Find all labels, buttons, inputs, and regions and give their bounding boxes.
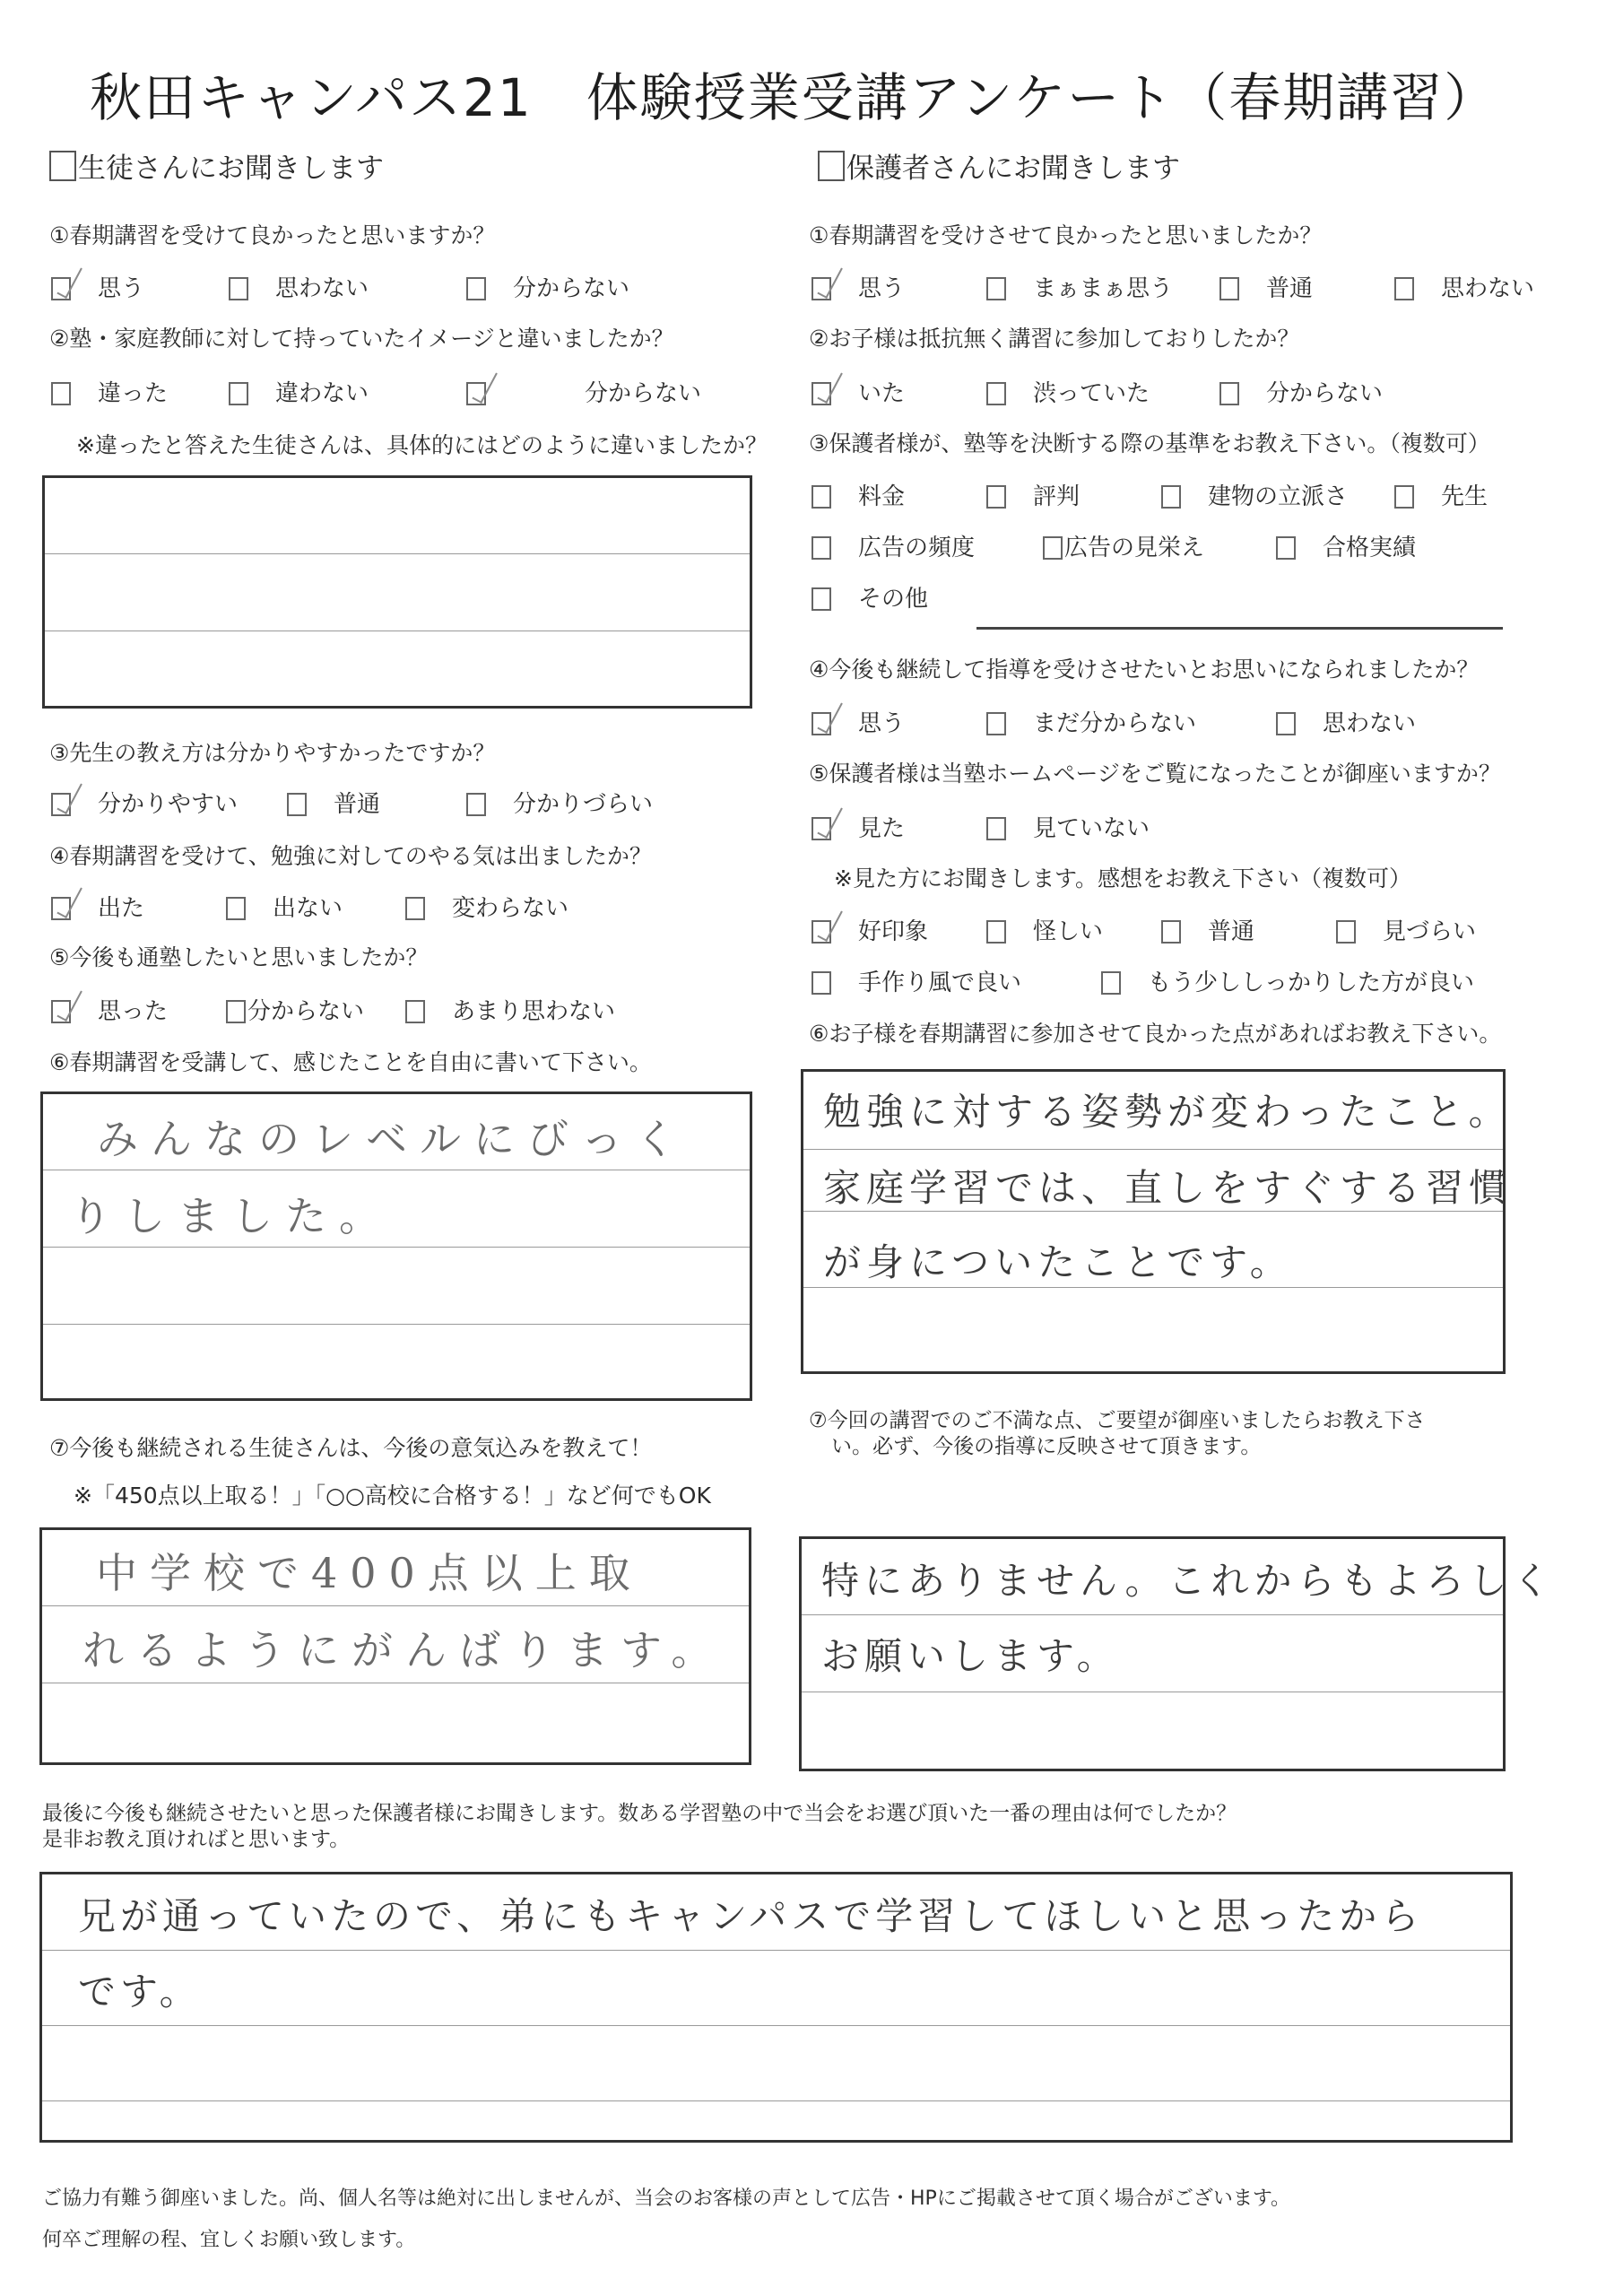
- parent-q1-option[interactable]: [986, 270, 1173, 303]
- parent-q1-option[interactable]: [1219, 270, 1313, 303]
- student-q1-option[interactable]: [229, 270, 369, 303]
- handwritten-answer-line: 特にありません。これからもよろしく: [821, 1559, 1556, 1603]
- parent-q3-option[interactable]: [812, 529, 975, 562]
- parent-q4-option[interactable]: [986, 705, 1196, 738]
- student-q6-answer-box[interactable]: [40, 1091, 752, 1401]
- ruled-line: [42, 1950, 1510, 1951]
- student-q5-option[interactable]: [405, 993, 615, 1026]
- student-q4-option[interactable]: [51, 890, 144, 923]
- option-label: 違った: [98, 380, 169, 407]
- option-label: 出た: [98, 895, 145, 922]
- option-label: 怪しい: [1033, 918, 1104, 945]
- parent-q4-text: ④今後も継続して指導を受けさせたいとお思いになられましたか？: [809, 657, 1480, 683]
- checkbox[interactable]: [1276, 536, 1296, 560]
- checkbox[interactable]: [1161, 920, 1181, 944]
- handwritten-answer-line: 中学校で400点以上取: [96, 1549, 643, 1597]
- option-label: 思わない: [1441, 275, 1535, 302]
- student-q6-text: ⑥春期講習を受講して、感じたことを自由に書いて下さい。: [49, 1049, 652, 1075]
- parent-q3-option[interactable]: [812, 478, 905, 511]
- checkbox[interactable]: [986, 277, 1006, 300]
- parent-q5-text: ⑤保護者様は当塾ホームページをご覧になったことが御座いますか？: [809, 761, 1501, 787]
- parent-q6-text: ⑥お子様を春期講習に参加させて良かった点があればお教え下さい。: [809, 1021, 1502, 1047]
- checkbox[interactable]: [229, 382, 248, 405]
- parent-q2-option[interactable]: [812, 375, 905, 408]
- option-label: 手作り風で良い: [858, 970, 1022, 996]
- parent-q1-text: ①春期講習を受けさせて良かったと思いましたか？: [809, 222, 1323, 248]
- ruled-line: [43, 1324, 750, 1325]
- checkbox[interactable]: [51, 793, 71, 816]
- checkbox[interactable]: [226, 897, 246, 920]
- option-label: まだ分からない: [1033, 710, 1197, 737]
- parent-q5-impression[interactable]: [1161, 913, 1254, 946]
- option-label: 思う: [98, 275, 145, 302]
- option-label: あまり思わない: [452, 998, 616, 1025]
- checkbox[interactable]: [986, 382, 1006, 405]
- handwritten-answer-line: です。: [78, 1970, 202, 2013]
- option-label: 広告の見栄え: [1064, 535, 1205, 561]
- handwritten-answer-line: が身についたことです。: [823, 1240, 1293, 1284]
- student-q2-text: ②塾・家庭教師に対して持っていたイメージと違いましたか？: [49, 326, 674, 352]
- handwritten-answer-line: 家庭学習では、直しをすぐする習慣: [823, 1166, 1513, 1210]
- footer-line1: ご協力有難う御座いました。尚、個人名等は絶対に出しませんが、当会のお客様の声として広告・HPにご掲載させて頂く場合がございます。: [42, 2187, 1291, 2210]
- option-label: 思った: [98, 998, 169, 1025]
- checkbox[interactable]: [466, 382, 486, 405]
- checkbox[interactable]: [812, 382, 831, 405]
- student-q3-text: ③先生の教え方は分かりやすかったですか？: [49, 740, 496, 766]
- option-label: 見づらい: [1383, 918, 1477, 945]
- checkbox[interactable]: [51, 1000, 71, 1023]
- checkbox[interactable]: [405, 897, 425, 920]
- parent-q2-option[interactable]: [986, 375, 1150, 408]
- parent-q7-text-line2: い。必ず、今後の指導に反映させて頂きます。: [831, 1435, 1262, 1458]
- section-checkbox[interactable]: [818, 151, 845, 181]
- option-label: 分からない: [585, 380, 702, 407]
- checkbox[interactable]: [986, 817, 1006, 840]
- ruled-line: [43, 1247, 750, 1248]
- handwritten-answer-line: お願いします。: [821, 1634, 1120, 1678]
- student-section-title: 生徒さんにお聞きします: [78, 152, 384, 185]
- parent-q5-impression[interactable]: [812, 964, 1021, 997]
- checkbox[interactable]: [1276, 712, 1296, 735]
- parent-q3-option[interactable]: [1043, 529, 1204, 562]
- student-q1-option[interactable]: [466, 270, 629, 303]
- option-label: その他: [858, 586, 929, 613]
- student-q7-text: ⑦今後も継続される生徒さんは、今後の意気込みを教えて！: [49, 1435, 653, 1461]
- ruled-line: [42, 2100, 1510, 2101]
- option-label: 分からない: [247, 998, 365, 1025]
- parent-q5-impression[interactable]: [1101, 964, 1474, 997]
- checkbox[interactable]: [1043, 536, 1063, 560]
- parent-q4-option[interactable]: [1276, 705, 1416, 738]
- option-label: 分かりづらい: [513, 791, 654, 818]
- option-label: 広告の頻度: [858, 535, 976, 561]
- parent-q5-impression[interactable]: [986, 913, 1103, 946]
- parent-section-title: 保護者さんにお聞きします: [846, 152, 1180, 185]
- checkbox[interactable]: [986, 712, 1006, 735]
- checkbox[interactable]: [226, 1000, 246, 1023]
- parent-q2-option[interactable]: [1219, 375, 1383, 408]
- checkbox[interactable]: [812, 817, 831, 840]
- student-q2-option[interactable]: [51, 375, 168, 408]
- checkbox[interactable]: [405, 1000, 425, 1023]
- ruled-line: [45, 553, 750, 554]
- checkbox[interactable]: [812, 536, 831, 560]
- option-label: 思う: [858, 710, 906, 737]
- student-section-header: [49, 145, 384, 186]
- option-label: 違わない: [275, 380, 369, 407]
- student-q3-option[interactable]: [287, 786, 380, 819]
- checkbox[interactable]: [1336, 920, 1356, 944]
- option-label: 先生: [1441, 483, 1488, 510]
- checkbox[interactable]: [986, 920, 1006, 944]
- parent-q6-answer-box[interactable]: [801, 1069, 1513, 1374]
- ruled-line: [802, 1614, 1503, 1615]
- ruled-line: [42, 1605, 749, 1606]
- checkbox[interactable]: [1219, 382, 1239, 405]
- handwritten-answer-line: 勉強に対する姿勢が変わったこと。: [823, 1090, 1512, 1134]
- checkbox[interactable]: [1394, 277, 1414, 300]
- checkbox[interactable]: [51, 277, 71, 300]
- checkbox[interactable]: [1101, 971, 1121, 995]
- handwritten-answer-line: 兄が通っていたので、弟にもキャンパスで学習してほしいと思ったから: [78, 1894, 1424, 1938]
- option-label: 分かりやすい: [98, 791, 239, 818]
- footer-line2: 何卒ご理解の程、宜しくお願い致します。: [42, 2229, 416, 2251]
- parent-q7-text-line1: ⑦今回の講習でのご不満な点、ご要望が御座いましたらお教え下さ: [809, 1409, 1426, 1432]
- option-label: 思わない: [1323, 710, 1417, 737]
- student-q3-option[interactable]: [51, 786, 238, 819]
- parent-q1-option[interactable]: [812, 270, 905, 303]
- student-q7-answer-box[interactable]: [39, 1527, 751, 1765]
- checkbox[interactable]: [287, 793, 307, 816]
- student-q2-option[interactable]: [229, 375, 369, 408]
- parent-q3-option[interactable]: [1394, 478, 1488, 511]
- student-q1-option[interactable]: [51, 270, 144, 303]
- option-label: 評判: [1033, 483, 1081, 510]
- checkbox[interactable]: [812, 277, 831, 300]
- student-q5-option[interactable]: [51, 993, 168, 1026]
- student-q2-note: ※違ったと答えた生徒さんは、具体的にはどのように違いましたか？: [76, 432, 768, 458]
- checkbox[interactable]: [812, 971, 831, 995]
- parent-q3-text: ③保護者様が、塾等を決断する際の基準をお教え下さい。（複数可）: [809, 430, 1490, 457]
- student-q4-option[interactable]: [405, 890, 568, 923]
- option-label: 見た: [858, 815, 906, 842]
- parent-q5-impression[interactable]: [812, 913, 928, 946]
- ruled-line: [803, 1149, 1503, 1150]
- student-q2-option[interactable]: [466, 375, 701, 408]
- option-label: 合格実績: [1323, 535, 1417, 561]
- student-q4-text: ④春期講習を受けて、勉強に対してのやる気は出ましたか？: [49, 843, 652, 869]
- option-label: 料金: [858, 483, 906, 510]
- parent-q3-option[interactable]: [812, 580, 928, 613]
- option-label: 出ない: [273, 895, 343, 922]
- parent-section-header: [818, 145, 1180, 186]
- parent-q3-option[interactable]: [1161, 478, 1348, 511]
- final-answer-box[interactable]: [39, 1872, 1513, 2143]
- option-label: 思う: [858, 275, 906, 302]
- checkbox[interactable]: [1394, 485, 1414, 509]
- option-label: 分からない: [1266, 380, 1384, 407]
- checkbox[interactable]: [51, 897, 71, 920]
- option-label: 建物の立派さ: [1208, 483, 1349, 510]
- option-label: 見ていない: [1033, 815, 1150, 842]
- checkbox[interactable]: [1161, 485, 1181, 509]
- option-label: いた: [858, 380, 906, 407]
- parent-q5-note: ※見た方にお聞きします。感想をお教え下さい（複数可）: [834, 865, 1411, 891]
- ruled-line: [803, 1287, 1503, 1288]
- final-question-line2: 是非お教え頂ければと思います。: [42, 1828, 351, 1851]
- handwritten-answer-line: りしました。: [70, 1192, 393, 1240]
- option-label: 普通: [1208, 918, 1255, 945]
- parent-q2-text: ②お子様は抵抗無く講習に参加しておりしたか？: [809, 326, 1300, 352]
- parent-q5-impression[interactable]: [1336, 913, 1476, 946]
- parent-q3-option[interactable]: [986, 478, 1080, 511]
- ruled-line: [42, 2025, 1510, 2026]
- option-label: 渋っていた: [1033, 380, 1150, 407]
- parent-q5-option[interactable]: [812, 810, 905, 843]
- checkbox[interactable]: [466, 793, 486, 816]
- checkbox[interactable]: [229, 277, 248, 300]
- parent-q3-option[interactable]: [1276, 529, 1416, 562]
- student-q2-answer-box[interactable]: [42, 475, 752, 709]
- parent-q7-answer-box[interactable]: [799, 1536, 1556, 1771]
- checkbox[interactable]: [1219, 277, 1239, 300]
- checkbox[interactable]: [51, 382, 71, 405]
- checkbox[interactable]: [466, 277, 486, 300]
- option-label: 思わない: [275, 275, 369, 302]
- option-label: まぁまぁ思う: [1033, 275, 1174, 302]
- student-q4-option[interactable]: [226, 890, 343, 923]
- other-answer-line[interactable]: [976, 627, 1503, 630]
- checkbox[interactable]: [812, 712, 831, 735]
- student-q7-note: ※「450点以上取る！」「○○高校に合格する！」など何でもOK: [74, 1483, 711, 1509]
- parent-q5-option[interactable]: [986, 810, 1150, 843]
- student-q5-option[interactable]: [226, 993, 364, 1026]
- parent-q4-option[interactable]: [812, 705, 905, 738]
- handwritten-answer-line: みんなのレベルにびっく: [97, 1115, 689, 1163]
- student-q5-text: ⑤今後も通塾したいと思いましたか？: [49, 944, 429, 970]
- checkbox[interactable]: [812, 587, 831, 611]
- section-checkbox[interactable]: [49, 151, 76, 181]
- page-title: 秋田キャンパス21 体験授業受講アンケート（春期講習）: [90, 67, 1498, 128]
- handwritten-answer-line: れるようにがんばります。: [82, 1626, 725, 1674]
- option-label: もう少ししっかりした方が良い: [1148, 970, 1475, 996]
- checkbox[interactable]: [812, 920, 831, 944]
- student-q3-option[interactable]: [466, 786, 653, 819]
- option-label: 普通: [334, 791, 381, 818]
- option-label: 変わらない: [452, 895, 569, 922]
- option-label: 好印象: [858, 918, 929, 945]
- checkbox[interactable]: [986, 485, 1006, 509]
- option-label: 普通: [1266, 275, 1314, 302]
- final-question-line1: 最後に今後も継続させたいと思った保護者様にお聞きします。数ある学習塾の中で当会をお選び頂いた一番の理由は何でしたか？: [42, 1802, 1237, 1825]
- option-label: 分からない: [513, 275, 630, 302]
- checkbox[interactable]: [812, 485, 831, 509]
- student-q1-text: ①春期講習を受けて良かったと思いますか？: [49, 222, 496, 248]
- parent-q1-option[interactable]: [1394, 270, 1534, 303]
